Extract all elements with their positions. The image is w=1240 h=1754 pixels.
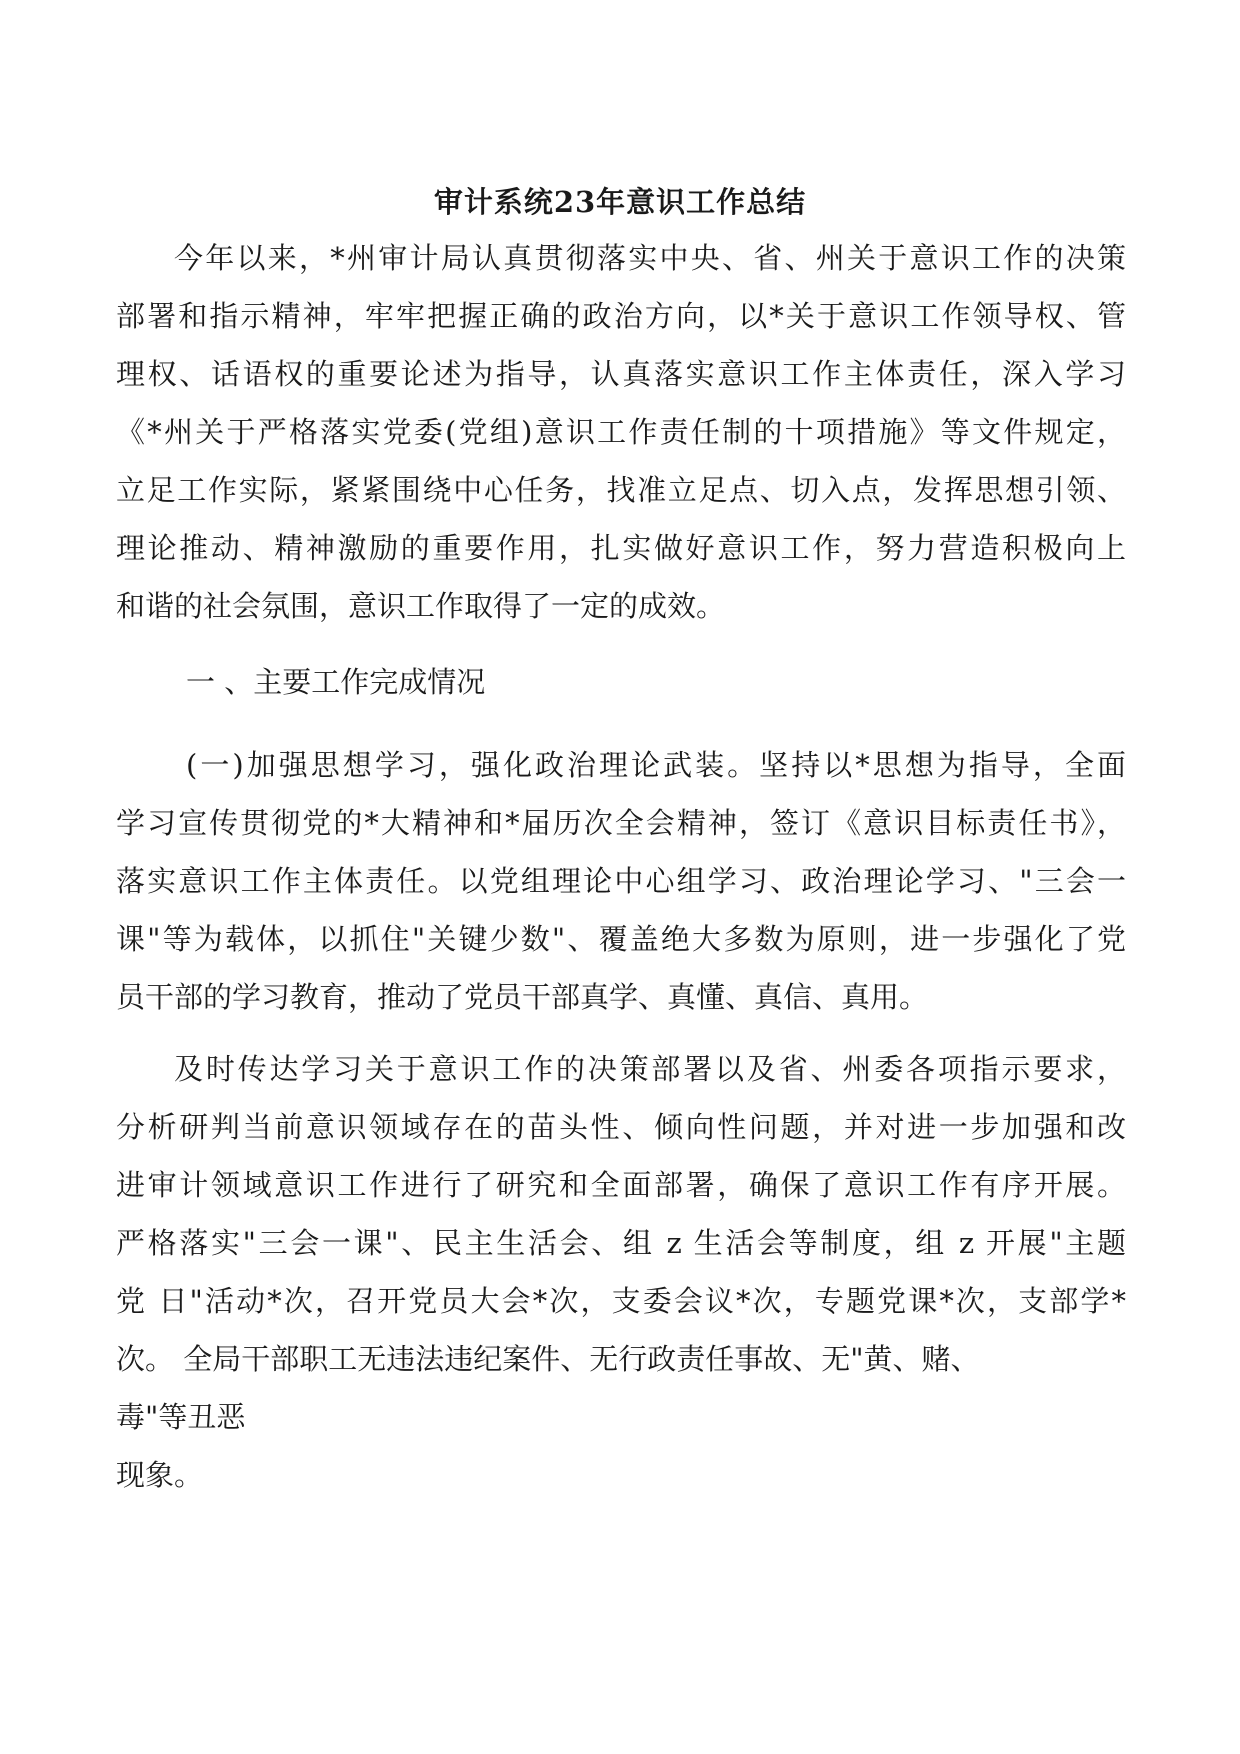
document-title: 审计系统23年意识工作总结: [433, 185, 807, 219]
text-line: 进审计领域意识工作进行了研究和全面部署，确保了意识工作有序开展。: [116, 1168, 1126, 1202]
paragraph-two: [116, 1040, 1126, 1504]
text-line: 学习宣传贯彻党的*大精神和*届历次全会精神，签订《意识目标责任书》，: [116, 806, 1126, 840]
text-line: 立足工作实际，紧紧围绕中心任务，找准立足点、切入点，发挥思想引领、: [116, 473, 1126, 507]
text-line: 《*州关于严格落实党委(党组)意识工作责任制的十项措施》等文件规定，: [116, 415, 1126, 449]
text-line: 今年以来，*州审计局认真贯彻落实中央、省、州关于意识工作的决策: [174, 241, 1126, 275]
text-line: 现象。: [116, 1458, 204, 1492]
text-line: 部署和指示精神，牢牢把握正确的政治方向，以*关于意识工作领导权、管: [116, 299, 1126, 333]
text-line: 和谐的社会氛围，意识工作取得了一定的成效。: [116, 589, 726, 623]
text-line: 落实意识工作主体责任。以党组理论中心组学习、政治理论学习、"三会一: [116, 864, 1126, 898]
text-line: 党 日"活动*次，召开党员大会*次，支委会议*次，专题党课*次，支部学*: [116, 1284, 1126, 1318]
section-heading: [116, 653, 1126, 711]
section-heading-text: 一 、主要工作完成情况: [186, 665, 486, 699]
text-line: 课"等为载体，以抓住"关键少数"、覆盖绝大多数为原则，进一步强化了党: [116, 922, 1126, 956]
intro-paragraph: [116, 229, 1126, 635]
text-line: 毒"等丑恶: [116, 1400, 246, 1434]
paragraph-one: [116, 736, 1126, 1026]
text-line: 严格落实"三会一课"、民主生活会、组 z 生活会等制度，组 z 开展"主题: [116, 1226, 1126, 1260]
text-line: 理权、话语权的重要论述为指导，认真落实意识工作主体责任，深入学习: [116, 357, 1126, 391]
text-line: 员干部的学习教育，推动了党员干部真学、真懂、真信、真用。: [116, 980, 929, 1014]
text-line: 及时传达学习关于意识工作的决策部署以及省、州委各项指示要求，: [174, 1052, 1126, 1086]
text-line: (一)加强思想学习，强化政治理论武装。坚持以*思想为指导，全面: [186, 748, 1126, 782]
text-line: 次。 全局干部职工无违法违纪案件、无行政责任事故、无"黄、赌、: [116, 1342, 980, 1376]
text-line: 分析研判当前意识领域存在的苗头性、倾向性问题，并对进一步加强和改: [116, 1110, 1126, 1144]
text-line: 理论推动、精神激励的重要作用，扎实做好意识工作，努力营造积极向上: [116, 531, 1126, 565]
